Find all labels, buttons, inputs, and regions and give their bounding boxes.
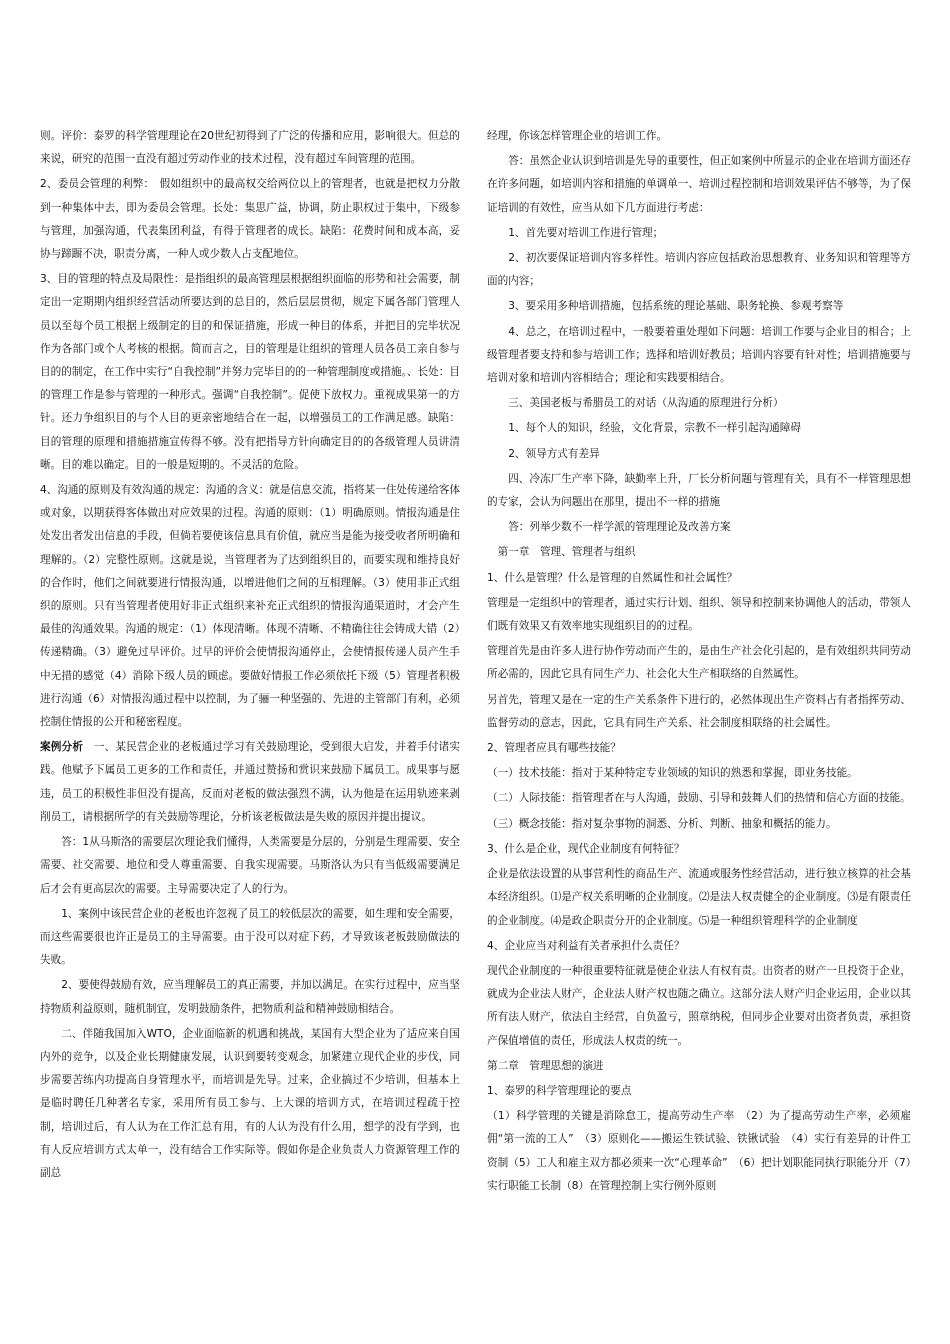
paragraph: 4、沟通的原则及有效沟通的规定：沟通的含义：就是信息交流，指将某一住处传递给客体或对象，以期获得客体做出对应效果的过程。沟通的原则：（1）明确原则。情报沟通是住处发出者发出信息的手段，但倘若要使该信息具有价值，就应当是能为接受收者所明确和理解的。（2）完整性原则。这就是说，当管理者为了达到组织目的，而要实现和维持良好的合作时，他们之间就要进行情报沟通，以增进他们之间的互相理解。（3）使用非正式组织的原则。只有当管理者使用好非正式组织来补充正式组织的情报沟通渠道时，才会产生最佳的沟通效果。沟通的规定：（1）体现清晰。体现不清晰、不精确往往会铸成大错（2）传递精确。（3）避免过早评价。过早的评价会使情报沟通停止，会使情报传递人员产生手中无措的感觉（4）消除下级人员的顾虑。要做好情报工作必须依托下级（5）管理者积极进行沟通（6）对情报沟通过程中以控制，为了骊一种坚强的、先进的主管部门有利，必须控制住情报的公开和秘密程度。: [40, 484, 460, 729]
paragraph: 则。评价：泰罗的科学管理理论在20世纪初得到了广泛的传播和应用，影响很大。但总的来说，研究的范围一直没有超过劳动作业的技术过程，没有超过车间管理的范围。: [40, 130, 460, 166]
paragraph: 2、委员会管理的利弊： 假如组织中的最高权交给两位以上的管理者，也就是把权力分散到一种集体中去，即为委员会管理。长处：集思广益，协调，防止职权过于集中，下级参与管理，加强沟通，代表集团利益，有得于管理者的成长。缺陷：花费时间和成本高，妥协与蹄蹰不决，职责分离，一种人或少数人占支配地位。: [40, 178, 460, 261]
paragraph: 2、领导方式有差异: [508, 447, 600, 460]
paragraph: 4、总之，在培训过程中，一般要着重处理如下问题：培训工作要与企业目的相合；上级管理者要支持和参与培训工作；选择和培训好教员；培训内容要有针对性；培训措施要与培训对象和培训内容相结合；理论和实践要相结合。: [487, 325, 911, 385]
paragraph: 3、目的管理的特点及局限性：是指组织的最高管理层根据组织面临的形势和社会需要，制定出一定期期内组织经营活动所要达到的总目的，然后层层贯彻，规定下属各部门管理人员以至每个员工根据上级制定的目的和保证措施，形成一种目的体系，并把目的完毕状况作为各部门或个人考核的根据。简而言之，目的管理是让组织的管理人员各员工亲自参与目的的制定，在工作中实行“自我控制”并努力完毕目的的一种管理制度或措施。、长处：目的管理工作是参与管理的一种形式。强调“自我控制”。促使下放权力。重视成果第一的方针。还力争组织目的与个人目的更亲密地结合在一起，以增强员工的工作满足感。缺陷：目的管理的原理和措施措施宣传得不够。没有把指导方针向确定目的的各级管理人员讲清晰。目的难以确定。目的一般是短期的。不灵活的危险。: [40, 273, 460, 471]
paragraph: [40, 736, 460, 829]
paragraph: 2、管理者应具有哪些技能？: [487, 742, 621, 755]
paragraph: （二）人际技能：指管理者在与人沟通，鼓励、引导和鼓舞人们的热情和信心方面的技能。: [487, 792, 911, 805]
right-column: [487, 125, 911, 1198]
paragraph: 3、什么是企业，现代企业制度有何特征？: [487, 842, 685, 855]
paragraph: 另首先，管理又是在一定的生产关系条件下进行的，必然体现出生产资料占有者指挥劳动、监督劳动的意志，因此，它具有同生产关系、社会制度相联络的社会属性。: [487, 693, 911, 729]
paragraph: （1）科学管理的关键是消除怠工，提高劳动生产率 （2）为了提高劳动生产率，必须雇佣“第一流的工人” （3）原则化——搬运生铁试验、铁锹试验 （4）实行有差异的计件工资制（5）工人和雇主双方都必须来一次“心理革命” （6）把计划职能同执行职能分开（7）实行职能工长制（8）在管理控制上实行例外原则: [487, 1110, 911, 1192]
paragraph: 3、要采用多种培训措施，包括系统的理论基础、职务轮换、参观考察等: [508, 300, 844, 313]
paragraph: 答：列举少数不一样学派的管理理论及改善方案: [508, 521, 731, 534]
bold-lead: 案例分析: [40, 741, 84, 754]
paragraph: 管理首先是由许多人进行协作劳动而产生的，是由生产社会化引起的，是有效组织共同劳动所必需的，因此它具有同生产力、社会化大生产相联络的自然属性。: [487, 645, 911, 681]
paragraph: 第一章 管理、管理者与组织: [487, 546, 636, 559]
paragraph: （三）概念技能：指对复杂事物的洞悉、分析、判断、抽象和概括的能力。: [487, 817, 837, 830]
paragraph: 答：1从马斯洛的需要层次理论我们懂得，人类需要是分层的，分别是生理需要、安全需要、社交需要、地位和受人尊重需要、自我实现需要。马斯洛认为只有当低级需要满足后才会有更高层次的需要。主导需要决定了人的行为。: [40, 836, 460, 895]
paragraph: 答：虽然企业认识到培训是先导的重要性，但正如案例中所显示的企业在培训方面还存在许多问题，如培训内容和措施的单调单一、培训过程控制和培训效果评估不够等，为了保证培训的有效性，应当从如下几方面进行考虑：: [487, 155, 911, 214]
paragraph: （一）技术技能：指对于某种特定专业领域的知识的熟悉和掌握，即业务技能。: [487, 767, 858, 780]
paragraph: 2、要使得鼓励有效，应当理解员工的真正需要，并加以满足。在实行过程中，应当坚持物质利益原则，随机制宜，发明鼓励条件，把物质利益和精神鼓励相结合。: [40, 979, 460, 1015]
paragraph: 1、案例中该民营企业的老板也许忽视了员工的较低层次的需要，如生理和安全需要，而这些需要很也许正是员工的主导需要。由于没可以对症下药，才导致该老板鼓励做法的失败。: [40, 907, 460, 967]
paragraph: 企业是依法设置的从事营利性的商品生产、流通或服务性经营活动，进行独立核算的社会基本经济组织。⑴是产权关系明晰的企业制度。⑵是法人权责健全的企业制度。⑶是有限责任的企业制度。⑷是政企职责分开的企业制度。⑸是一种组织管理科学的企业制度: [487, 868, 911, 927]
paragraph: 管理是一定组织中的管理者，通过实行计划、组织、领导和控制来协调他人的活动，带领人们既有效果又有效率地实现组织目的的过程。: [487, 596, 911, 633]
paragraph: 经理，你该怎样管理企业的培训工作。: [487, 130, 668, 142]
left-column: [40, 125, 460, 1185]
paragraph: 现代企业制度的一种很重要特征就是使企业法人有权有责。出资者的财产一旦投资于企业，就成为企业法人财产，企业法人财产权也随之确立。这部分法人财产归企业运用，企业以其所有法人财产，依法自主经营，自负盈亏，照章纳税，但同步企业要对出资者负责，承担资产保值增值的责任，形成法人权责的统一。: [487, 964, 911, 1047]
paragraph: 三、美国老板与希腊员工的对话（从沟通的原理进行分析）: [508, 397, 784, 410]
paragraph: 1、每个人的知识，经验，文化背景，宗教不一样引起沟通障碍: [508, 422, 801, 435]
paragraph-text: 一、某民营企业的老板通过学习有关鼓励理论，受到很大启发，并着手付诸实践。他赋予下属员工更多的工作和责任，并通过赞扬和赏识来鼓励下属员工。成果事与愿违，员工的积极性非但没有提高，反而对老板的做法强烈不满，认为他是在运用轨迹来剥削员工，请根据所学的有关鼓励等理论，分析该老板做法是失败的原因并提出提议。: [40, 741, 461, 823]
paragraph: 二、伴随我国加入WTO，企业面临新的机遇和挑战，某国有大型企业为了适应来自国内外的竞争，以及企业长期健康发展，认识到要转变观念，加紧建立现代企业的步伐，同步需要苦练内功提高自身管理水平，而培训是先导。过来，企业搞过不少培训，但基本上是临时聘任几种著名专家，采用所有员工参与、上大课的培训方式，在培训过程疏于控制，培训过后，有人认为在工作汇总有用，有的人认为没有什么用，想学的没有学到，也有人反应培训方式太单一，没有结合工作实际等。假如你是企业负责人力资源管理工作的副总: [40, 1027, 460, 1179]
paragraph: 1、什么是管理？什么是管理的自然属性和社会属性？: [487, 571, 738, 584]
paragraph: 1、泰罗的科学管理理论的要点: [487, 1084, 632, 1097]
paragraph: 2、初次要保证培训内容多样性。培训内容应包括政治思想教育、业务知识和管理等方面的内容；: [487, 252, 911, 288]
paragraph: 4、企业应当对利益有关者承担什么责任？: [487, 939, 685, 952]
paragraph: 1、首先要对培训工作进行管理；: [508, 226, 664, 239]
paragraph: 四、冷冻厂生产率下降，缺勤率上升，厂长分析问题与管理有关，具有不一样管理思想的专家，会认为问题出在那里，提出不一样的措施: [487, 472, 911, 509]
paragraph: 第二章 管理思想的演进: [487, 1059, 604, 1072]
